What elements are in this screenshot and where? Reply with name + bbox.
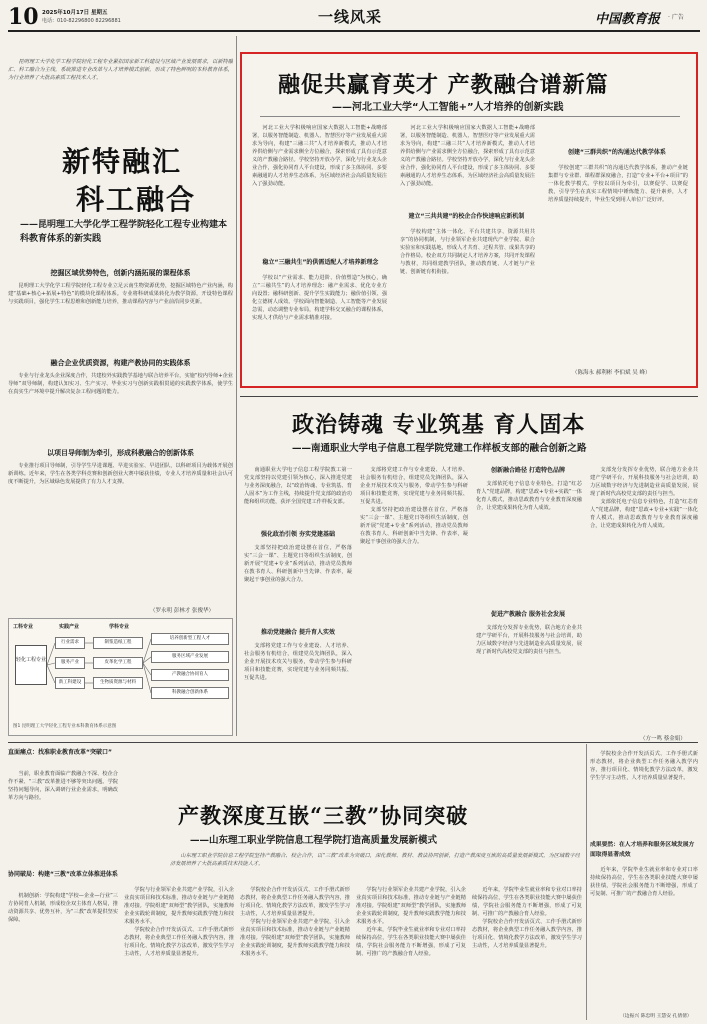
article4-top-rule: [126, 742, 698, 743]
diagram-arrows: [9, 619, 234, 709]
article3-body1-col2: 支部将党建工作与专业建设、人才培养、社会服务有机结合，组建党员先锋团队，深入企业开展技术攻关与服务，带动学生参与科研项目和技能竞赛，实现党建与业务同频共振、互促共进。 支部坚持把政治建设摆在首位，严格落实“三会一课”、主题党日等组织生活制度，创新开展“党建+专业”系列活动，推动党员教师在教书育人、科研创新中当先锋、作表率，凝聚起干事创业的强大合力。: [360, 467, 468, 545]
diagram-right-item: 培养创新型工程人才: [151, 633, 229, 645]
column-divider: [236, 36, 237, 736]
article3-body1: 支部坚持把政治建设摆在首位，严格落实“三会一课”、主题党日等组织生活制度，创新开展“党建+专业”系列活动，推动党员教师在教书育人、科研创新中当先锋、作表率，凝聚起干事创业的强大合力。: [244, 545, 352, 583]
diagram-center-item: 生物质资源与材料: [93, 677, 143, 689]
article3-heading2: 推动党建融合 提升育人实效: [260, 629, 336, 636]
diagram-left-item: 行业需求: [55, 637, 85, 649]
article3-intro: 南通职业大学电子信息工程学院教工第一党支部坚持以党建引领为核心，深入推进党建与业务深度融合，以“政治铸魂、专业筑基、育人固本”为工作主线，持续提升党支部的政治功能和组织功能，获评全国党建工作样板支部。: [244, 467, 352, 505]
article3-top-rule: [240, 396, 698, 397]
page-header: [0, 0, 707, 32]
article3-author: （方一鸣 蔡金娟）: [640, 736, 686, 742]
article2-title-line2: 科工融合: [76, 183, 197, 216]
article1-subtitle: ——河北工业大学“人工智能+”人才培养的创新实践: [332, 102, 564, 113]
article1-title: 融促共赢育英才 产教融合谱新篇: [278, 72, 609, 98]
article3-heading4: 促进产教融合 服务社会发展: [490, 611, 566, 618]
diagram-row-label: 实践产业: [59, 624, 80, 630]
article4-title: 产教深度互嵌“三教”协同突破: [178, 803, 469, 828]
article3-title: 政治铸魂 专业筑基 育人固本: [292, 412, 586, 438]
article4-author: （边振兴 陈忠明 王慧安 孔倩倩）: [620, 1014, 692, 1019]
article2-author: （罗永明 彭林才 张俊华）: [150, 608, 214, 614]
article2-diagram: [8, 618, 233, 736]
article4-col5-body: 近年来，学院毕业生就业率和专业对口率持续保持高位，学生在各类职业技能大赛中屡获佳绩，学院社会服务能力不断增强，形成了可复制、可推广的产教融合育人经验。: [590, 867, 698, 897]
article4-col4: 近年来，学院毕业生就业率和专业对口率持续保持高位，学生在各类职业技能大赛中屡获佳绩，学院社会服务能力不断增强，形成了可复制、可推广的产教融合育人经验。 学院校企合作开发活页式、工作手册式新形态教材，将企业典型工作任务融入教学内容，推行项目化、情境化教学方法改革，激发学生学习主动性，人才培养质量显著提升。: [472, 887, 582, 949]
article2-heading3: 以项目导师制为牵引，形成科教融合的创新体系: [47, 449, 194, 457]
section-title: 一线风采: [318, 8, 383, 26]
article2-heading2: 融合企业优质资源，构建产教协同的实践体系: [50, 359, 191, 367]
diagram-center-item: 制浆造纸工程: [93, 637, 143, 649]
article3-body4-col4: 支部充分发挥专业优势，联合地方企业共建产学研平台，开展科技服务与社会培训，助力区域数字经济与先进制造业高质量发展，展现了新时代高校党支部的责任与担当。 支部依托电子信息专业特色，打造“红芯育人”党建品牌，构建“思政+专业+实践”一体化育人模式，推动思政教育与专业教育深度融合，让党建成果转化为育人成效。: [590, 467, 698, 529]
diagram-row-label: 工科专业: [13, 624, 34, 630]
article3-body2: 支部将党建工作与专业建设、人才培养、社会服务有机结合，组建党员先锋团队，深入企业开展技术攻关与服务，带动学生参与科研项目和技能竞赛，实现党建与业务同频共振、互促共进。: [244, 643, 352, 681]
article1-heading3: 创建“三群共织”的沟通达代教学体系: [568, 149, 666, 156]
newspaper-logo: 中国教育报: [595, 12, 661, 27]
diagram-right-item: 科教融合创新体系: [151, 687, 229, 699]
article2-body2: 专业与行业龙头企业深度合作，共建校外实践教学基地与联合培养平台，实施“校内导师+企业导师”双导师制，构建认知实习、生产实习、毕业实习与创新实践相贯通的实践教学体系，使学生在真实生产环境中提升解决复杂工程问题的能力。: [8, 373, 233, 395]
diagram-center-box: 轻化工程专业: [15, 645, 47, 685]
diagram-caption: 图1 昆明理工大学轻化工程专业本科教育体系示意图: [13, 724, 117, 729]
header-divider: [8, 30, 700, 32]
diagram-right-item: 产教融合协同育人: [151, 669, 229, 681]
article2-subtitle: ——昆明理工大学化学工程学院轻化工程专业构建本科教育体系的新实践: [20, 220, 228, 244]
article4-col3: 学院与行业领军企业共建产业学院，引入企业真实项目和技术标准，推动专业链与产业链精准对接。学院组建“双师型”教学团队，实施教师企业实践轮训制度，提升教师实践教学能力和技术服务水平。 近年来，学院毕业生就业率和专业对口率持续保持高位，学生在各类职业技能大赛中屡获佳绩，学院社会服务能力不断增强，形成了可复制、可推广的产教融合育人经验。: [356, 887, 466, 957]
article1-body4: 学校创建“三群共织”的沟通达代教学体系，推动产业链集群与专业群、课程群深度融合，打造“专业+平台+项目”的一体化教学模式。学校以项目为牵引，以赛促学、以赛促教，引导学生在真实工程情境中锤炼能力、提升素养，人才培养质量持续提升，毕业生受到用人单位广泛好评。: [548, 165, 688, 203]
article1-box: [240, 52, 698, 388]
article2-body1: 昆明理工大学化学工程学院轻化工程专业立足云南生物资源优势，挖掘区域特色产业内涵，构建“基础+核心+拓展+特色”的模块化课程体系。专业将科研成果转化为教学资源，开设特色课程与实践项目，强化学生工程思维和创新能力培养，推动课程内容与产业前沿同步更新。: [8, 283, 233, 305]
left-bottom-body1: 当前，职业教育面临产教融合不深、校企合作不紧、“三教”改革推进不够等突出问题。学院坚持问题导向，深入调研行业企业需求，明确改革方向与路径。: [8, 771, 118, 801]
article4-heading1: 成果要然：在人才培养和服务区域发展方面取得显著成效: [590, 842, 695, 858]
article4-intro: 山东理工职业学院信息工程学院坚持产教融合、校企合作，以“三教”改革为突破口，深化教师、教材、教法协同创新，打造产教深度互嵌的高质量发展新模式，为区域数字经济发展培养了大批高素质技术技能人才。: [170, 853, 580, 867]
article2-heading1: 挖掘区域优势特色，创新内涵拓展的课程体系: [50, 269, 191, 277]
diagram-center-item: 皮革化学工程: [93, 657, 143, 669]
diagram-right-item: 服务区域产业发展: [151, 651, 229, 663]
article2-intro: 昆明理工大学化学工程学院轻化工程专业紧扣国家新工科建设与区域产业发展需求，以新特融汇、科工融合为主线，系统推进专业改革与人才培养模式创新，形成了特色鲜明的本科教育体系，为行业培养了大批高素质工程技术人才。: [8, 59, 233, 81]
article1-heading2: 建立“三共共建”的校企合作快速响应新机制: [408, 213, 525, 220]
article1-body2: 学校以“产业需求、能力进阶、价值塑造”为核心，确立“三融共生”的人才培养理念：融产业需求、优化专业方向设置；融科研创新、提升学生实践能力；融价值引领、强化立德树人成效。学校面向智能制造、人工智能等产业发展急需，动态调整专业布局，构建学科交叉融合的课程体系，实现人才供给与产业需求精准对接。: [252, 275, 387, 321]
article3-body3: 支部依托电子信息专业特色，打造“红芯育人”党建品牌，构建“思政+专业+实践”一体化育人模式，推动思政教育与专业教育深度融合，让党建成果转化为育人成效。: [476, 481, 582, 511]
article1-body1: 河北工业大学积极响应国家大数据人工智能+战略部署，以服务智能制造、机器人、智慧医疗等产业发展重大需求为导向，构建“三融三共”人才培养新模式，推动人才培养供给侧与产业需求侧全方位融合，探索形成了具有示范意义的产教融合路径。学校坚持开放办学，深化与行业龙头企业合作，强化协同育人平台建设，形成了多主体协同、多要素融通的人才培养生态体系，为区域经济社会高质量发展注入了强劲动能。: [252, 125, 387, 187]
article3-body4: 支部充分发挥专业优势，联合地方企业共建产学研平台，开展科技服务与社会培训，助力区域数字经济与先进制造业高质量发展，展现了新时代高校党支部的责任与担当。: [476, 625, 582, 655]
article3-heading1: 强化政治引领 夯实党建基础: [260, 531, 336, 538]
page-number: 10: [8, 4, 39, 30]
article4-subtitle: ——山东理工职业学院信息工程学院打造高质量发展新模式: [190, 835, 438, 846]
article1-body3: 学校构建“主体一体化、平台共建共享、资源共用共享”的协同机制，与行业领军企业共建现代产业学院、联合实验室和实践基地，形成人才共育、过程共管、成果共享的合作格局。校企双方共同制定人才培养方案，共同开发课程与教材，共同组建教学团队，推动教育链、人才链与产业链、创新链有机衔接。: [400, 229, 535, 275]
article2-title-line1: 新特融汇: [62, 145, 183, 178]
diagram-left-item: 服务产业: [55, 657, 85, 669]
article4-col1: 学院与行业领军企业共建产业学院，引入企业真实项目和技术标准，推动专业链与产业链精准对接。学院组建“双师型”教学团队，实施教师企业实践轮训制度，提升教师实践教学能力和技术服务水平。 学院校企合作开发活页式、工作手册式新形态教材，将企业典型工作任务融入教学内容，推行项目化、情境化教学方法改革，激发学生学习主动性，人才培养质量显著提升。: [124, 887, 234, 957]
ad-label: · 广告: [668, 14, 684, 21]
column-divider: [586, 744, 587, 1020]
article4-col2: 学院校企合作开发活页式、工作手册式新形态教材，将企业典型工作任务融入教学内容，推行项目化、情境化教学方法改革，激发学生学习主动性，人才培养质量显著提升。 学院与行业领军企业共建产业学院，引入企业真实项目和技术标准，推动专业链与产业链精准对接。学院组建“双师型”教学团队，实施教师企业实践轮训制度，提升教师实践教学能力和技术服务水平。: [240, 887, 350, 957]
left-bottom-heading1: 直面痛点：找准职业教育改革“突破口”: [8, 749, 112, 756]
left-bottom-body2: 机制创新：学院构建“学校—企业—行业”三方协同育人机制，形成校企双主体育人格局，推动资源共享、优势互补，为“三教”改革提供坚实保障。: [8, 893, 118, 923]
issue-phone: 电话：010-82296800 82296881: [42, 18, 121, 24]
article3-subtitle: ——南通职业大学电子信息工程学院党建工作样板支部的融合创新之路: [292, 443, 587, 454]
article4-col5-top: 学院校企合作开发活页式、工作手册式新形态教材，将企业典型工作任务融入教学内容，推行项目化、情境化教学方法改革，激发学生学习主动性，人才培养质量显著提升。: [590, 751, 698, 781]
article2-body3: 专业推行项目导师制，引导学生早进课题、早进实验室、早进团队，以科研项目为载体开展创新训练。近年来，学生在各类学科竞赛和创新创业大赛中屡获佳绩，专业人才培养质量和社会认可度不断提升，为区域绿色发展提供了有力人才支撑。: [8, 463, 233, 485]
article1-heading1: 稳立“三融共生”的供需适配人才培养新理念: [262, 259, 379, 266]
article1-divider: [260, 116, 680, 117]
issue-date: 2025年10月17日 星期五: [42, 10, 108, 16]
article1-body1-cont: 河北工业大学积极响应国家大数据人工智能+战略部署，以服务智能制造、机器人、智慧医疗等产业发展重大需求为导向，构建“三融三共”人才培养新模式，推动人才培养供给侧与产业需求侧全方位融合，探索形成了具有示范意义的产教融合路径。学校坚持开放办学，深化与行业龙头企业合作，强化协同育人平台建设，形成了多主体协同、多要素融通的人才培养生态体系，为区域经济社会高质量发展注入了强劲动能。: [400, 125, 535, 187]
diagram-row-label: 学科专业: [109, 624, 130, 630]
diagram-left-item: 新工科建设: [55, 677, 85, 689]
left-bottom-heading2: 协同破局：构建“三教”改革立体推进体系: [8, 871, 118, 878]
article1-author: （陈海永 郝利彬 李伯斌 吴 峰）: [572, 370, 651, 376]
article3-heading3: 创新融合路径 打造特色品牌: [490, 467, 566, 474]
